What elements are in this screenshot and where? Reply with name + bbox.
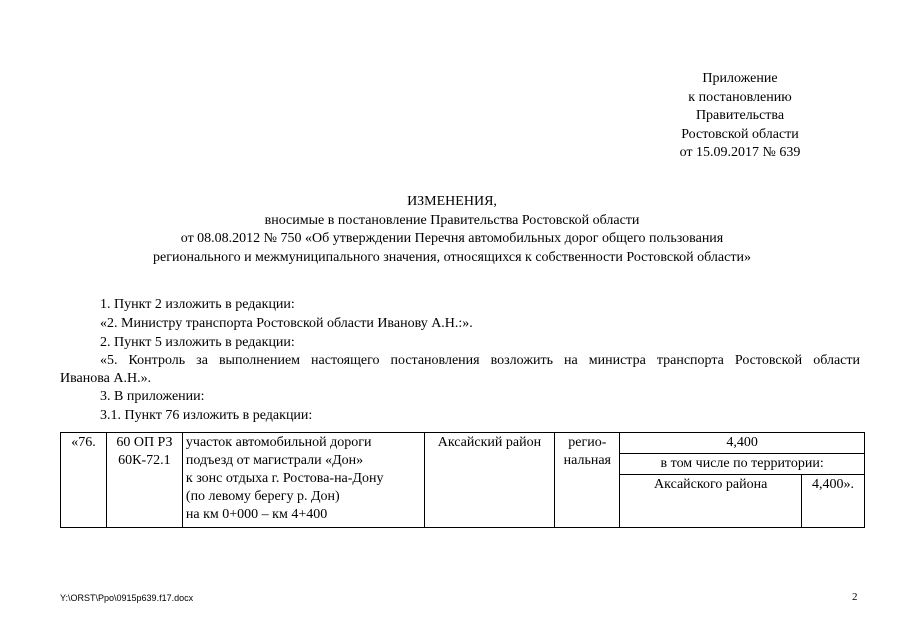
roads-table [60, 432, 865, 528]
description-line: на км 0+000 – км 4+400 [185, 507, 328, 522]
including-label: в том числе по территории: [620, 454, 865, 475]
paragraph-5: 3. В приложении: [100, 389, 205, 404]
table-row [61, 433, 865, 454]
appendix-block [640, 70, 840, 163]
appendix-line: к постановлению [688, 89, 792, 105]
paragraph-2: «2. Министру транспорта Ростовской области Иванову А.Н.:». [100, 316, 473, 331]
district-cell: Аксайский район [424, 433, 555, 528]
road-description [182, 433, 424, 528]
road-code-line: 60К-72.1 [118, 453, 171, 468]
appendix-line: Правительства [695, 108, 785, 123]
title-line: вносимые в постановление Правительства Ростовской области [264, 212, 640, 228]
road-code [106, 433, 182, 528]
description-line: (по левому берегу р. Дон) [185, 489, 340, 504]
road-code-line: 60 ОП РЗ [116, 435, 173, 450]
file-path: Y:\ORST\Ppo\0915p639.f17.docx [60, 593, 194, 603]
paragraph-3: 2. Пункт 5 изложить в редакции: [100, 335, 295, 350]
paragraph-6: 3.1. Пункт 76 изложить в редакции: [100, 408, 313, 423]
appendix-line: от 15.09.2017 № 639 [679, 145, 801, 160]
significance-line: регио- [568, 435, 607, 450]
title-heading: ИЗМЕНЕНИЯ, [407, 194, 497, 209]
description-line: к зонс отдыха г. Ростова-на-Дону [185, 471, 384, 486]
document-title [80, 193, 824, 267]
paragraph-4-line-2: Иванова А.Н.». [60, 371, 152, 386]
title-line: регионального и межмуниципального значения, относящихся к собственности Ростовской области» [153, 249, 751, 265]
page-number: 2 [852, 591, 858, 603]
paragraph-4-line-1: «5. Контроль за выполнением настоящего постановления возложить на министра транспорта Ростовской области [100, 353, 860, 368]
significance-cell [555, 433, 620, 528]
territory-length: 4,400». [802, 475, 865, 528]
paragraph-1: 1. Пункт 2 изложить в редакции: [100, 297, 295, 312]
total-length: 4,400 [620, 433, 865, 454]
appendix-line: Приложение [702, 71, 778, 86]
description-line: участок автомобильной дороги [185, 435, 372, 450]
title-line: от 08.08.2012 № 750 «Об утверждении Перечня автомобильных дорог общего пользования [180, 231, 724, 246]
appendix-line: Ростовской области [681, 126, 799, 142]
description-line: подъезд от магистрали «Дон» [185, 453, 364, 468]
territory-name: Аксайского района [620, 475, 802, 528]
significance-line: нальная [563, 453, 611, 468]
row-number: «76. [61, 433, 107, 528]
